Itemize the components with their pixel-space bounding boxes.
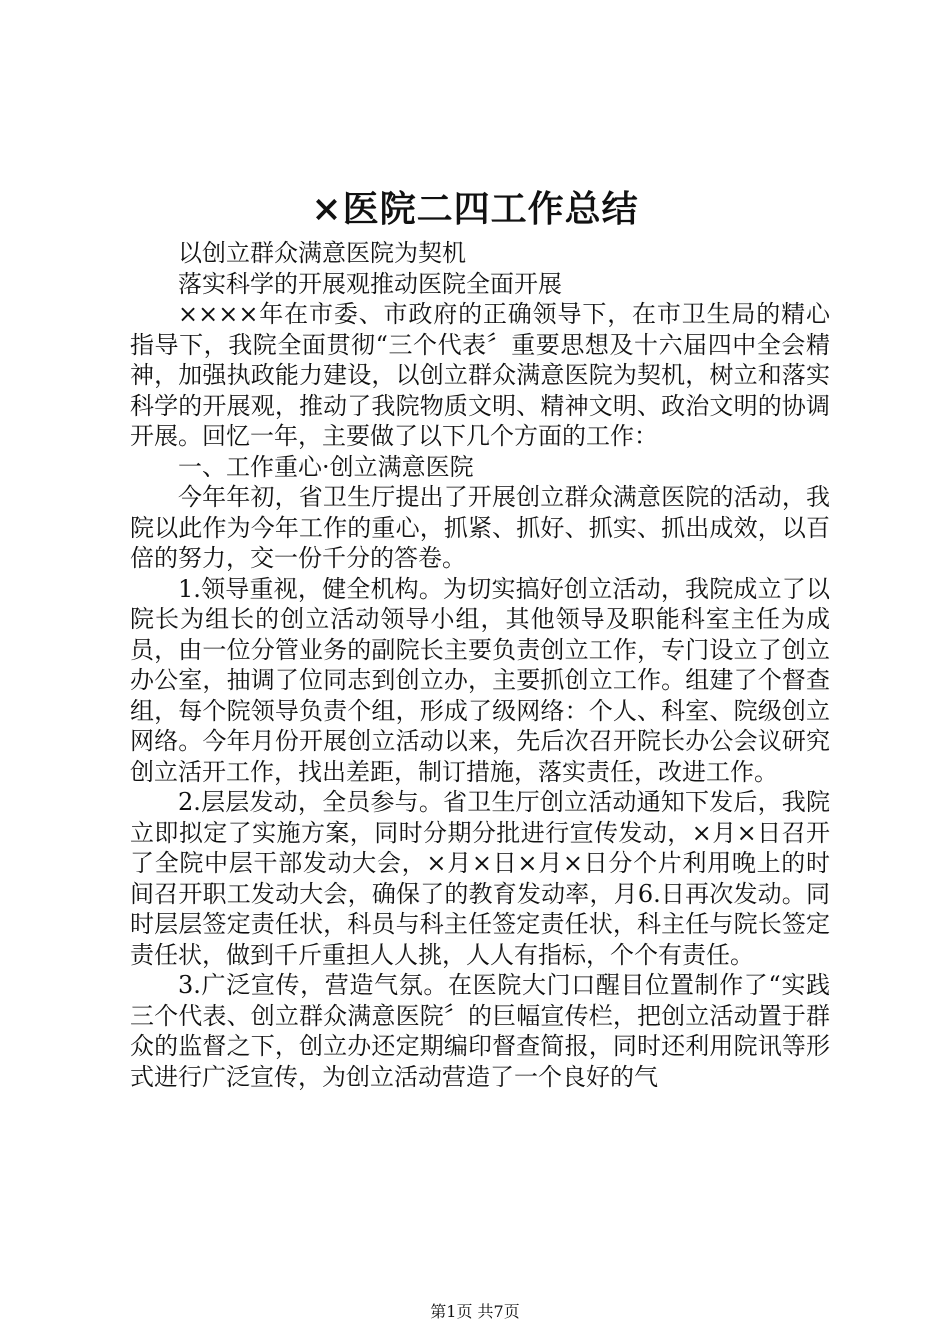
document-title: ×医院二四工作总结 (311, 188, 639, 230)
document-body (130, 238, 830, 1092)
paragraph-item-2: 2.层层发动，全员参与。省卫生厅创立活动通知下发后，我院立即拟定了实施方案，同时分期分批进行宣传发动，×月×日召开了全院中层干部发动大会，×月×日×月×日分个片利用晚上的时间召开职工发动大会，确保了的教育发动率，月6.日再次发动。同时层层签定责任状，科员与科主任签定责任状，科主任与院长签定责任状，做到千斤重担人人挑，人人有指标，个个有责任。 (130, 788, 830, 969)
paragraph-item-1: 1.领导重视，健全机构。为切实搞好创立活动，我院成立了以院长为组长的创立活动领导小组，其他领导及职能科室主任为成员，由一位分管业务的副院长主要负责创立工作，专门设立了创立办公室，抽调了位同志到创立办，主要抓创立工作。组建了个督查组，每个院领导负责个组，形成了级网络：个人、科室、院级创立网络。今年月份开展创立活动以来，先后次召开院长办公会议研究创立活开工作，找出差距，制订措施，落实责任，改进工作。 (130, 574, 830, 786)
paragraph-intro: ××××年在市委、市政府的正确领导下，在市卫生局的精心指导下，我院全面贯彻“三个代表〞重要思想及十六届四中全会精神，加强执政能力建设，以创立群众满意医院为契机，树立和落实科学的开展观，推动了我院物质文明、精神文明、政治文明的协调开展。回忆一年，主要做了以下几个方面的工作： (130, 300, 830, 450)
subtitle-line-1: 以创立群众满意医院为契机 (178, 239, 466, 267)
page-footer: 第1页 共7页 (430, 1302, 520, 1321)
section-heading-1: 一、工作重心·创立满意医院 (178, 452, 474, 481)
paragraph-section-1: 今年年初，省卫生厅提出了开展创立群众满意医院的活动，我院以此作为今年工作的重心，抓紧、抓好、抓实、抓出成效，以百倍的努力，交一份千分的答卷。 (130, 483, 830, 572)
subtitle-line-2: 落实科学的开展观推动医院全面开展 (178, 269, 562, 298)
paragraph-item-3: 3.广泛宣传，营造气氛。在医院大门口醒目位置制作了“实践三个代表、创立群众满意医院〞的巨幅宣传栏，把创立活动置于群众的监督之下，创立办还定期编印督查简报，同时还利用院讯等形式进行广泛宣传，为创立活动营造了一个良好的气 (130, 971, 830, 1091)
